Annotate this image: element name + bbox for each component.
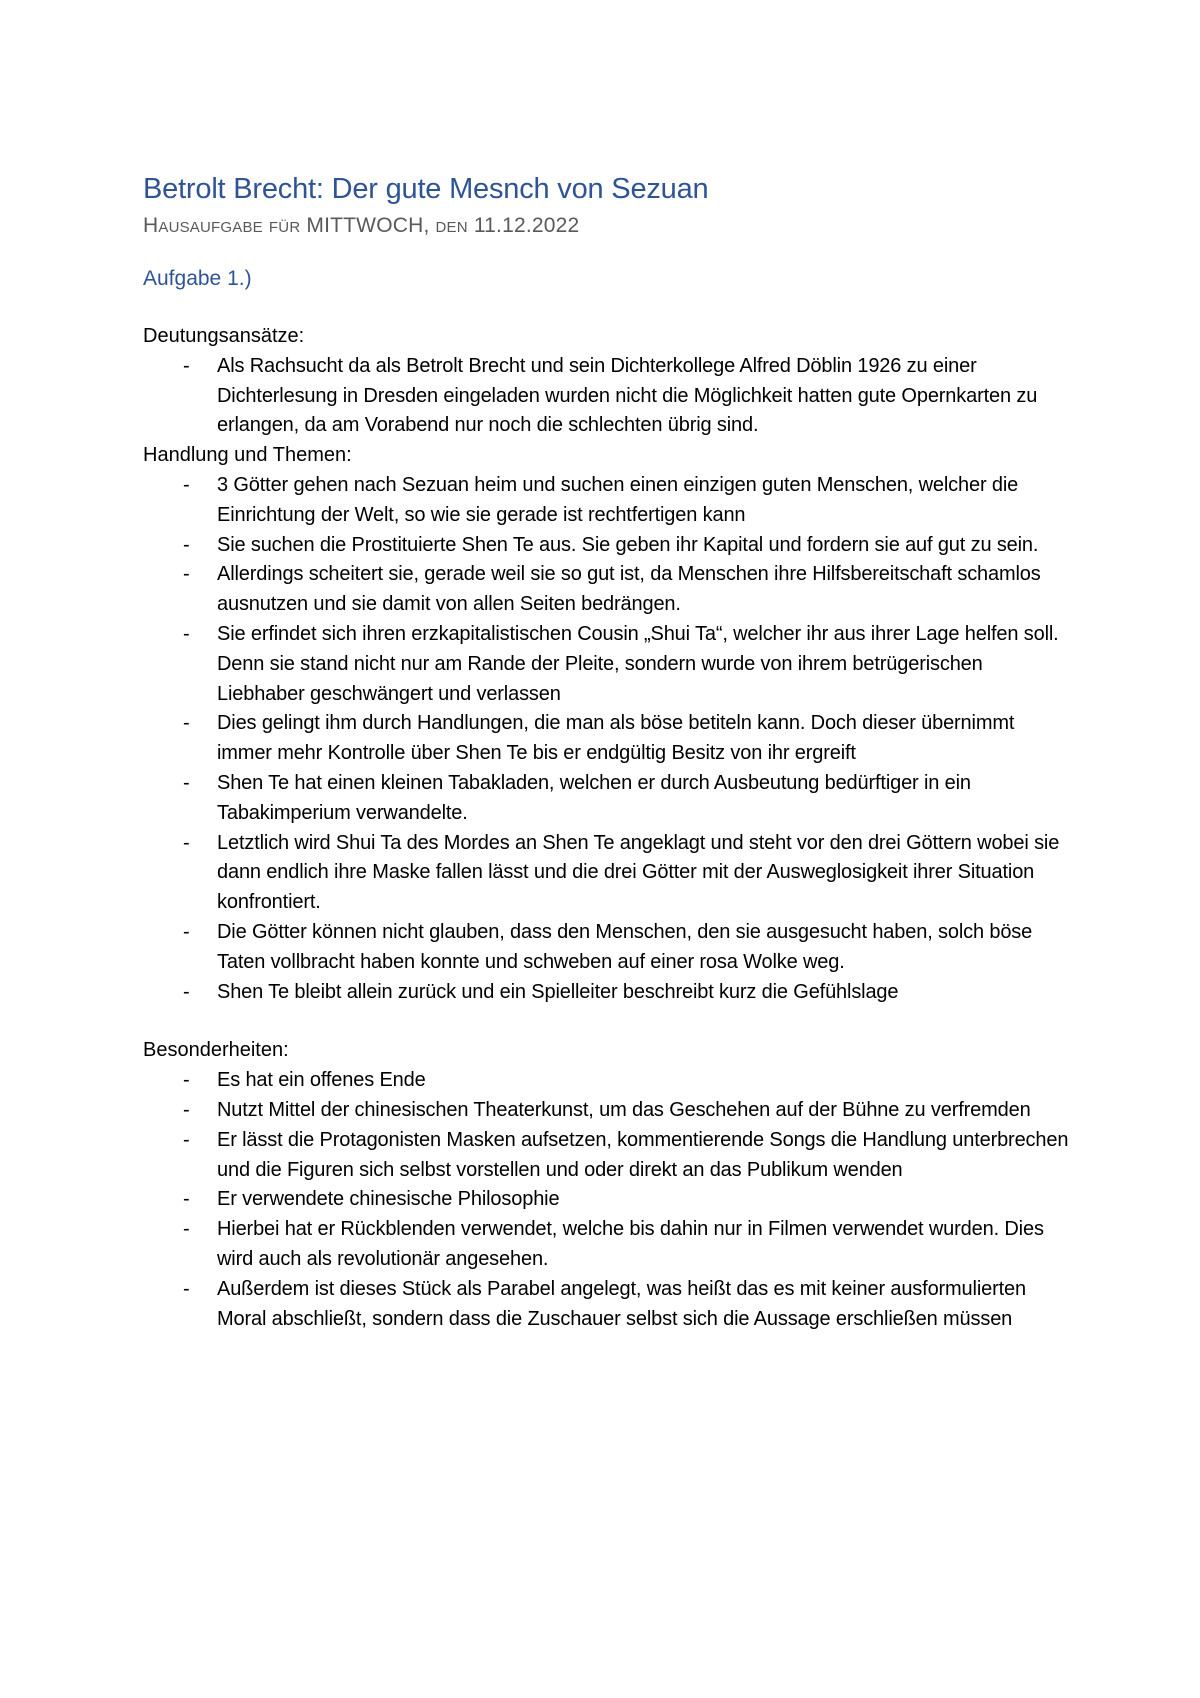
list-item-text: Als Rachsucht da als Betrolt Brecht und sein Dichterkollege Alfred Döblin 1926 zu einer Dichterlesung in Dresden eingeladen wurden nicht die Möglichkeit hatten gute Opernkarten zu erlangen, da am Vorabend nur noch die schlechten übrig sind.	[217, 354, 1038, 437]
section-handlung-und-themen	[143, 441, 1073, 1007]
section-label: Handlung und Themen:	[143, 444, 352, 467]
dash-marker: -	[183, 1277, 190, 1300]
list-item	[143, 352, 1073, 441]
list-item	[143, 709, 1073, 769]
list-item-text: 3 Götter gehen nach Sezuan heim und suchen einen einzigen guten Menschen, welcher die Einrichtung der Welt, so wie sie gerade ist rechtfertigen kann	[217, 473, 1019, 526]
dash-marker: -	[183, 920, 190, 943]
list-item-text: Die Götter können nicht glauben, dass den Menschen, den sie ausgesucht haben, solch böse Taten vollbracht haben konnte und schweben auf einer rosa Wolke weg.	[217, 920, 1033, 973]
dash-marker: -	[183, 1218, 190, 1241]
document-subtitle: Hausaufgabe für MITTWOCH, den 11.12.2022	[143, 214, 580, 237]
bullet-list	[143, 471, 1073, 1007]
list-item-text: Sie erfindet sich ihren erzkapitalistischen Cousin „Shui Ta“, welcher ihr aus ihrer Lage helfen soll. Denn sie stand nicht nur am Rande der Pleite, sondern wurde von ihrem betrügerischen Liebhaber geschwängert und verlassen	[217, 622, 1059, 705]
dash-marker: -	[183, 1069, 190, 1092]
list-item	[143, 978, 1073, 1008]
list-item-text: Es hat ein offenes Ende	[217, 1069, 426, 1092]
dash-marker: -	[183, 1128, 190, 1151]
task-heading: Aufgabe 1.)	[143, 267, 252, 290]
list-item	[143, 769, 1073, 829]
list-item-text: Dies gelingt ihm durch Handlungen, die man als böse betiteln kann. Doch dieser übernimmt immer mehr Kontrolle über Shen Te bis er endgültig Besitz von ihr ergreift	[217, 712, 1015, 765]
dash-marker: -	[183, 533, 190, 556]
list-item-text: Hierbei hat er Rückblenden verwendet, welche bis dahin nur in Filmen verwendet wurden. Dies wird auch als revolutionär angesehen.	[217, 1218, 1044, 1270]
list-item-text: Letztlich wird Shui Ta des Mordes an Shen Te angeklagt und steht vor den drei Göttern wobei sie dann endlich ihre Maske fallen lässt und die drei Götter mit der Ausweglosigkeit ihrer Situation konfrontiert.	[217, 831, 1060, 914]
dash-marker: -	[183, 712, 190, 735]
list-item	[143, 1185, 1073, 1215]
list-item-text: Sie suchen die Prostituierte Shen Te aus. Sie geben ihr Kapital und fordern sie auf gut zu sein.	[217, 533, 1039, 556]
list-item	[143, 1066, 1073, 1096]
list-item	[143, 560, 1073, 620]
dash-marker: -	[183, 473, 190, 496]
dash-marker: -	[183, 1188, 190, 1211]
dash-marker: -	[183, 354, 190, 377]
list-item	[143, 1126, 1073, 1186]
list-item	[143, 531, 1073, 561]
bullet-list	[143, 1066, 1073, 1334]
list-item-text: Er lässt die Protagonisten Masken aufsetzen, kommentierende Songs die Handlung unterbrechen und die Figuren sich selbst vorstellen und oder direkt an das Publikum wenden	[217, 1128, 1069, 1181]
dash-marker: -	[183, 831, 190, 854]
list-item	[143, 1275, 1073, 1335]
list-item-text: Nutzt Mittel der chinesischen Theaterkunst, um das Geschehen auf der Bühne zu verfremden	[217, 1098, 1031, 1121]
list-item-text: Allerdings scheitert sie, gerade weil sie so gut ist, da Menschen ihre Hilfsbereitschaft schamlos ausnutzen und sie damit von allen Seiten bedrängen.	[217, 563, 1041, 616]
dash-marker: -	[183, 1098, 190, 1121]
dash-marker: -	[183, 771, 190, 794]
dash-marker: -	[183, 980, 190, 1003]
list-item	[143, 918, 1073, 978]
section-label: Deutungsansätze:	[143, 325, 305, 347]
dash-marker: -	[183, 622, 190, 645]
list-item	[143, 829, 1073, 918]
list-item	[143, 620, 1073, 709]
list-item	[143, 471, 1073, 531]
list-item	[143, 1096, 1073, 1126]
section-label: Besonderheiten:	[143, 1039, 289, 1062]
list-item-text: Außerdem ist dieses Stück als Parabel angelegt, was heißt das es mit keiner ausformulierten Moral abschließt, sondern dass die Zuschauer selbst sich die Aussage erschließen müssen	[217, 1277, 1026, 1330]
document-content	[143, 170, 1073, 1334]
section-deutungsansaetze	[143, 322, 1073, 441]
document-title: Betrolt Brecht: Der gute Mesnch von Sezuan	[143, 173, 709, 205]
dash-marker: -	[183, 563, 190, 586]
list-item-text: Shen Te bleibt allein zurück und ein Spielleiter beschreibt kurz die Gefühlslage	[217, 980, 899, 1003]
list-item-text: Shen Te hat einen kleinen Tabakladen, welchen er durch Ausbeutung bedürftiger in ein Tabakimperium verwandelte.	[217, 771, 971, 824]
bullet-list	[143, 352, 1073, 441]
section-besonderheiten	[143, 1036, 1073, 1334]
list-item-text: Er verwendete chinesische Philosophie	[217, 1188, 560, 1211]
list-item	[143, 1215, 1073, 1275]
